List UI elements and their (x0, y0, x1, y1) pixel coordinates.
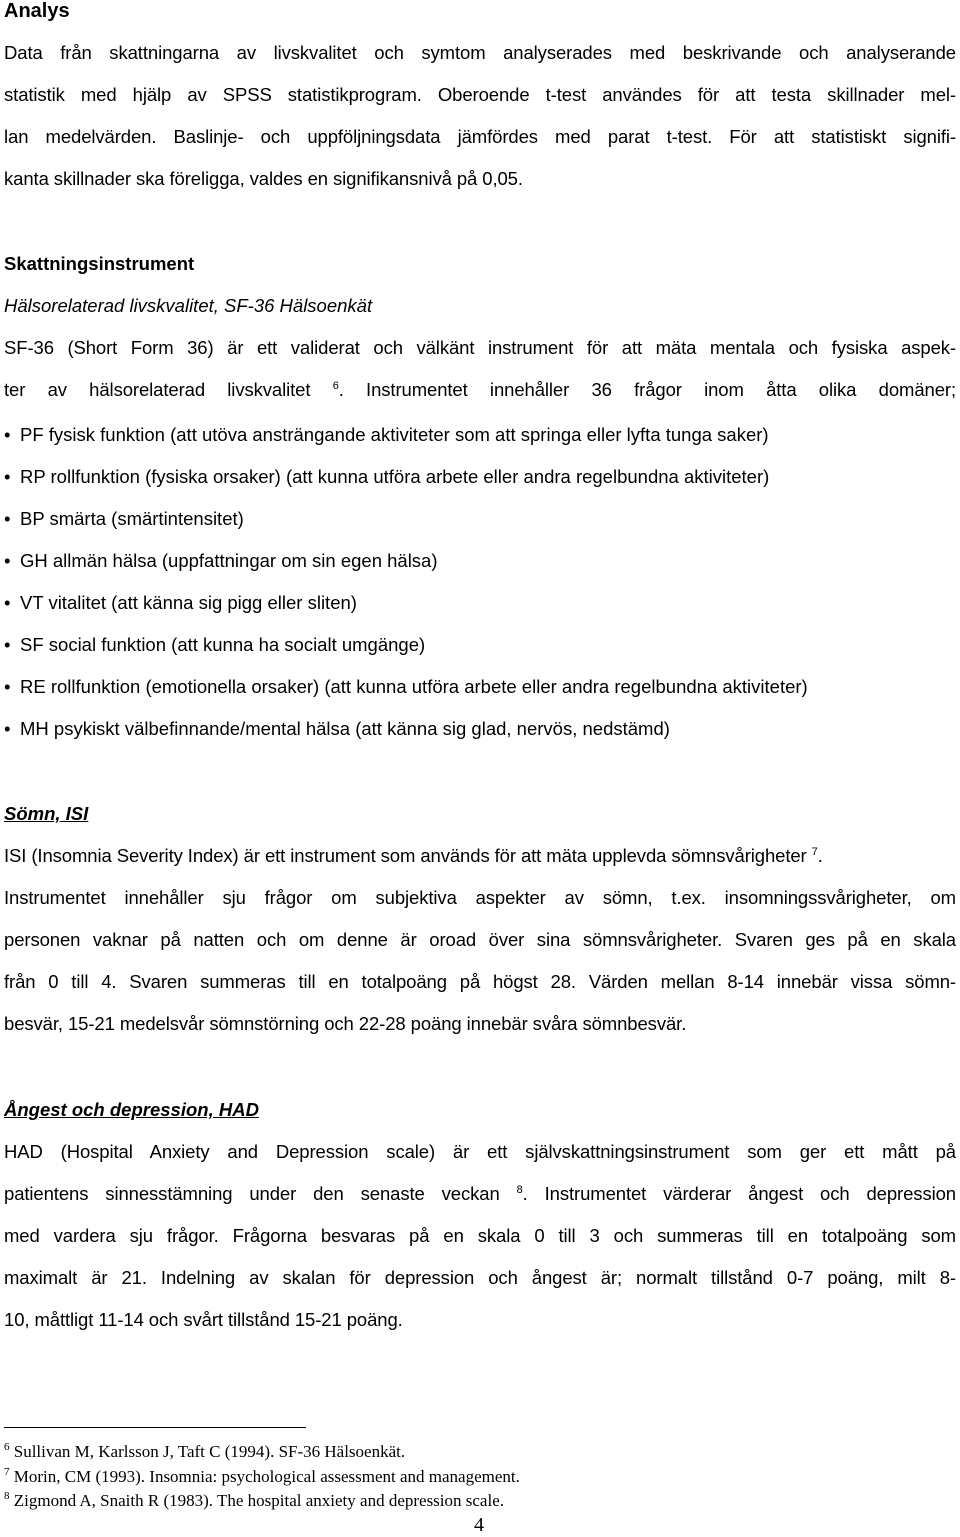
list-item (4, 624, 956, 666)
list-item (4, 540, 956, 582)
list-item (4, 582, 956, 624)
analys-paragraph (4, 32, 956, 200)
footnote-divider (4, 1427, 306, 1428)
list-item-text: MH psykiskt välbefinnande/mental hälsa (att känna sig glad, nervös, nedstämd) (20, 718, 670, 739)
list-item-text: BP smärta (smärtintensitet) (20, 508, 244, 529)
sf36-domain-list (4, 414, 956, 750)
footnotes (4, 1440, 520, 1514)
text-line: från 0 till 4. Svaren summeras till en totalpoäng på högst 28. Värden mellan 8-14 innebär vissa sömn- (4, 971, 956, 992)
footnote (4, 1440, 520, 1465)
list-item-text: RE rollfunktion (emotionella orsaker) (att kunna utföra arbete eller andra regelbundna aktiviteter) (20, 676, 808, 697)
text-line: lan medelvärden. Baslinje- och uppföljningsdata jämfördes med parat t-test. För att statistiskt signifi- (4, 126, 956, 147)
text-line: besvär, 15-21 medelsvår sömnstörning och 22-28 poäng innebär svåra sömnbesvär. (4, 1013, 687, 1034)
bullet-icon: • (4, 424, 11, 445)
text-segment: ter av hälsorelaterad livskvalitet (4, 379, 311, 400)
list-item (4, 708, 956, 750)
footnote-text: Zigmond A, Snaith R (1983). The hospital anxiety and depression scale. (13, 1491, 504, 1510)
footnote-number: 7 (4, 1465, 10, 1478)
text-line: 10, måttligt 11-14 och svårt tillstånd 15-21 poäng. (4, 1309, 403, 1330)
text-segment: . Instrumentet innehåller 36 frågor inom åtta olika domäner; (338, 379, 956, 400)
text-line: HAD (Hospital Anxiety and Depression scale) är ett självskattningsinstrument som ger ett mått på (4, 1141, 956, 1162)
footnote-ref: 8 (516, 1184, 523, 1196)
bullet-icon: • (4, 592, 11, 613)
footnote-ref: 6 (332, 380, 339, 392)
list-item (4, 666, 956, 708)
text-line: maximalt är 21. Indelning av skalan för depression och ångest är; normalt tillstånd 0-7 poäng, milt 8- (4, 1267, 956, 1288)
list-item (4, 414, 956, 456)
footnote-text: Morin, CM (1993). Insomnia: psychological assessment and management. (13, 1466, 520, 1486)
had-paragraph (4, 1131, 956, 1341)
list-item-text: GH allmän hälsa (uppfattningar om sin egen hälsa) (20, 550, 438, 571)
text-line: SF-36 (Short Form 36) är ett validerat och välkänt instrument för att mäta mentala och fysiska aspek- (4, 337, 956, 358)
text-line: Instrumentet innehåller sju frågor om subjektiva aspekter av sömn, t.ex. insomningssvårigheter, om (4, 887, 956, 908)
footnote (4, 1465, 520, 1490)
list-item-text: RP rollfunktion (fysiska orsaker) (att kunna utföra arbete eller andra regelbundna aktiviteter) (20, 466, 770, 487)
text-line: kanta skillnader ska föreligga, valdes en signifikansnivå på 0,05. (4, 168, 523, 189)
list-item-text: SF social funktion (att kunna ha socialt umgänge) (20, 634, 426, 655)
list-item (4, 456, 956, 498)
text-line: med vardera sju frågor. Frågorna besvaras på en skala 0 till 3 och summeras till en totalpoäng som (4, 1225, 956, 1246)
text-segment: . Instrumentet värderar ångest och depression (522, 1183, 956, 1204)
footnote-number: 8 (4, 1490, 10, 1502)
isi-paragraph (4, 835, 956, 1045)
bullet-icon: • (4, 676, 11, 697)
footnote-ref: 7 (811, 846, 818, 858)
list-item-text: VT vitalitet (att känna sig pigg eller sliten) (20, 592, 357, 613)
bullet-icon: • (4, 550, 11, 571)
page-number: 4 (474, 1514, 484, 1536)
subheading-isi: Sömn, ISI (4, 803, 89, 824)
section-heading-skattningsinstrument: Skattningsinstrument (4, 253, 195, 274)
subheading-had: Ångest och depression, HAD (4, 1099, 259, 1120)
bullet-icon: • (4, 508, 11, 529)
text-segment: patientens sinnesstämning under den senaste veckan (4, 1183, 500, 1204)
list-item-text: PF fysisk funktion (att utöva ansträngande aktiviteter som att springa eller lyfta tunga saker) (20, 424, 769, 445)
text-line: Data från skattningarna av livskvalitet och symtom analyserades med beskrivande och analyserande (4, 42, 956, 63)
sf36-paragraph (4, 327, 956, 411)
list-item (4, 498, 956, 540)
footnote-number: 6 (4, 1441, 10, 1453)
text-segment: . (817, 845, 823, 866)
bullet-icon: • (4, 634, 11, 655)
footnote (4, 1489, 520, 1514)
bullet-icon: • (4, 466, 11, 487)
subheading-sf36: Hälsorelaterad livskvalitet, SF-36 Hälsoenkät (4, 295, 373, 316)
text-line: statistik med hjälp av SPSS statistikprogram. Oberoende t-test användes för att testa skillnader mel- (4, 84, 956, 105)
text-line (4, 835, 956, 877)
footnote-text: Sullivan M, Karlsson J, Taft C (1994). SF-36 Hälsoenkät. (13, 1442, 406, 1461)
text-line (4, 1173, 956, 1215)
text-segment: ISI (Insomnia Severity Index) är ett instrument som används för att mäta upplevda sömnsvårigheter (4, 845, 807, 866)
text-line (4, 369, 956, 411)
section-heading-analys: Analys (4, 0, 70, 22)
bullet-icon: • (4, 718, 11, 739)
text-line: personen vaknar på natten och om denne är oroad över sina sömnsvårigheter. Svaren ges på en skala (4, 929, 956, 950)
